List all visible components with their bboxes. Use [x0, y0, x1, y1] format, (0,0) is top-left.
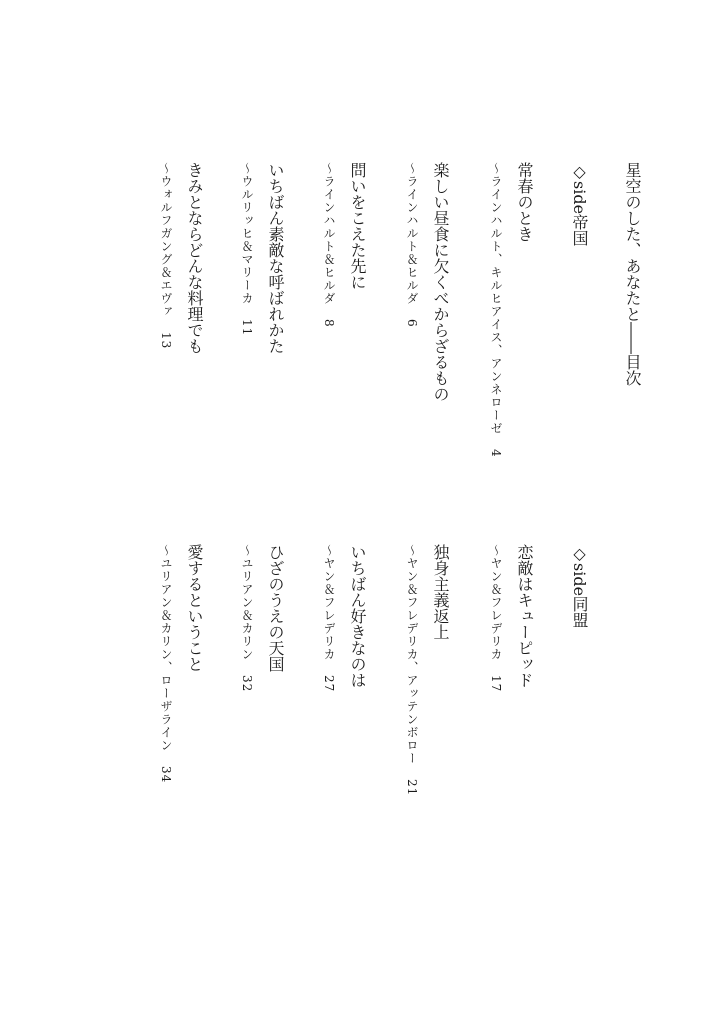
- toc-entry-title: 恋敵はキューピッド: [515, 544, 534, 688]
- page-number: 21: [405, 779, 419, 797]
- toc-entry-title: 楽しい昼食に欠くべからざるもの: [431, 162, 450, 402]
- entry-characters: 〜ユリアン＆カリン: [240, 544, 254, 661]
- entry-characters: 〜ヤン＆フレデリカ、アッテンボロー: [405, 544, 419, 765]
- toc-entry-characters: [490, 544, 502, 692]
- toc-entry-characters: [160, 544, 172, 783]
- toc-entry-title: いちばん素敵な呼ばれかた: [266, 162, 285, 354]
- diamond-icon: ◇: [570, 544, 589, 563]
- diamond-icon: ◇: [570, 162, 589, 181]
- toc-entry-characters: [490, 162, 502, 458]
- entry-characters: 〜ラインハルト＆ヒルダ: [405, 162, 419, 305]
- toc-entry-title: いちばん好きなのは: [348, 544, 367, 688]
- section-name: 同盟: [570, 596, 589, 629]
- toc-entry-title: ひざのうえの天国: [266, 544, 285, 672]
- page-number: 34: [159, 766, 173, 784]
- toc-entry-characters: [160, 162, 172, 349]
- page-number: 8: [322, 319, 336, 328]
- entry-characters: 〜ウォルフガング＆エヴァ: [159, 162, 173, 318]
- toc-entry-title: きみとならどんな料理でも: [185, 162, 204, 354]
- entry-characters: 〜ヤン＆フレデリカ: [489, 544, 503, 661]
- side-label: side: [570, 181, 589, 215]
- entry-characters: 〜ラインハルト、キルヒアイス、アンネローゼ: [489, 162, 503, 435]
- entry-characters: 〜ラインハルト＆ヒルダ: [322, 162, 336, 305]
- entry-characters: 〜ウルリッヒ＆マリーカ: [240, 162, 254, 305]
- toc-entry-title: 問いをこえた先に: [348, 162, 367, 290]
- page-number: 13: [159, 332, 173, 350]
- toc-title: 星空のした、あなたと――目次: [623, 162, 642, 386]
- page-number: 6: [405, 319, 419, 328]
- toc-entry-characters: [323, 162, 335, 328]
- page-number: 32: [240, 675, 254, 693]
- section-heading-alliance: [571, 544, 587, 628]
- toc-entry-characters: [406, 162, 418, 328]
- toc-entry-characters: [241, 162, 253, 336]
- page-number: 11: [240, 319, 254, 337]
- page-number: 27: [322, 675, 336, 693]
- toc-entry-characters: [323, 544, 335, 692]
- page-number: 17: [489, 675, 503, 693]
- toc-entry-title: 愛するということ: [185, 544, 204, 672]
- entry-characters: 〜ユリアン＆カリン、ローザライン: [159, 544, 173, 752]
- entry-characters: 〜ヤン＆フレデリカ: [322, 544, 336, 661]
- page-number: 4: [489, 449, 503, 458]
- toc-entry-title: 独身主義返上: [431, 544, 450, 640]
- toc-entry-title: 常春のとき: [515, 162, 534, 242]
- section-heading-empire: [571, 162, 587, 246]
- section-name: 帝国: [570, 214, 589, 247]
- toc-entry-characters: [406, 544, 418, 796]
- side-label: side: [570, 563, 589, 597]
- toc-entry-characters: [241, 544, 253, 692]
